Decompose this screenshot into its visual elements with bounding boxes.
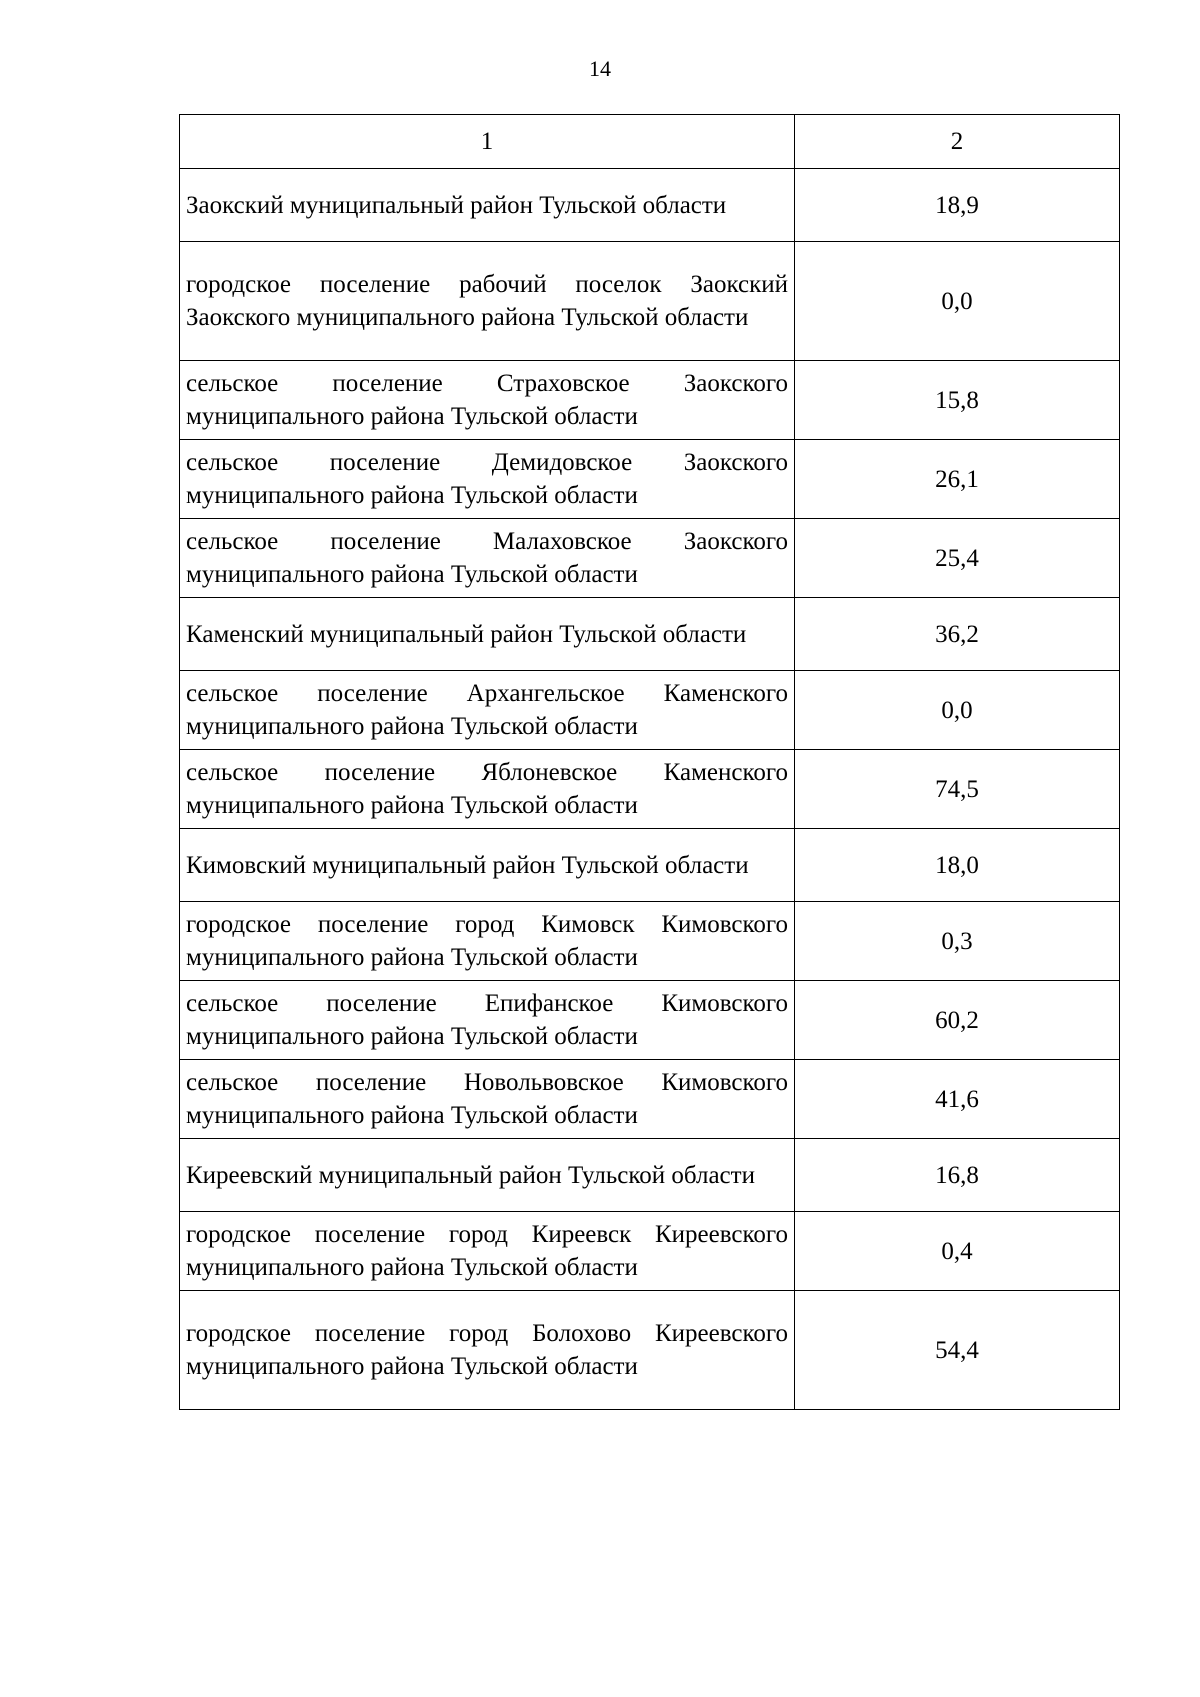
row-value-cell: 26,1	[795, 440, 1120, 519]
row-value-cell: 36,2	[795, 598, 1120, 671]
table-row	[180, 519, 1120, 598]
row-name-cell: Каменский муниципальный район Тульской области	[180, 598, 795, 671]
row-value-cell: 15,8	[795, 361, 1120, 440]
table-row	[180, 242, 1120, 361]
row-name-cell: сельское поселение Архангельское Каменского муниципального района Тульской области	[180, 671, 795, 750]
row-name-cell: сельское поселение Новольвовское Кимовского муниципального района Тульской области	[180, 1060, 795, 1139]
row-name-cell: Киреевский муниципальный район Тульской области	[180, 1139, 795, 1212]
table-row	[180, 829, 1120, 902]
row-name-cell: сельское поселение Малаховское Заокского муниципального района Тульской области	[180, 519, 795, 598]
row-value-cell: 0,0	[795, 671, 1120, 750]
row-value-cell: 74,5	[795, 750, 1120, 829]
row-name-cell: городское поселение город Киреевск Киреевского муниципального района Тульской области	[180, 1212, 795, 1291]
row-name-cell: Кимовский муниципальный район Тульской области	[180, 829, 795, 902]
row-name-cell: сельское поселение Страховское Заокского муниципального района Тульской области	[180, 361, 795, 440]
row-name-cell: городское поселение город Болохово Киреевского муниципального района Тульской области	[180, 1291, 795, 1410]
column-header-1: 1	[180, 115, 795, 169]
table-row	[180, 750, 1120, 829]
table-row	[180, 361, 1120, 440]
table-row	[180, 169, 1120, 242]
table-row	[180, 1060, 1120, 1139]
table-row	[180, 1291, 1120, 1410]
row-value-cell: 60,2	[795, 981, 1120, 1060]
row-value-cell: 0,0	[795, 242, 1120, 361]
table-row	[180, 981, 1120, 1060]
table-row	[180, 440, 1120, 519]
column-header-2: 2	[795, 115, 1120, 169]
row-value-cell: 54,4	[795, 1291, 1120, 1410]
page-number: 14	[589, 56, 611, 81]
row-name-cell: Заокский муниципальный район Тульской области	[180, 169, 795, 242]
row-name-cell: сельское поселение Епифанское Кимовского муниципального района Тульской области	[180, 981, 795, 1060]
table-row	[180, 598, 1120, 671]
row-value-cell: 18,9	[795, 169, 1120, 242]
row-value-cell: 0,4	[795, 1212, 1120, 1291]
table-row	[180, 1212, 1120, 1291]
table-row	[180, 671, 1120, 750]
row-name-cell: сельское поселение Демидовское Заокского муниципального района Тульской области	[180, 440, 795, 519]
table-row	[180, 1139, 1120, 1212]
row-value-cell: 18,0	[795, 829, 1120, 902]
row-name-cell: городское поселение город Кимовск Кимовского муниципального района Тульской области	[180, 902, 795, 981]
table-header-row	[180, 115, 1120, 169]
row-value-cell: 25,4	[795, 519, 1120, 598]
data-table	[179, 114, 1120, 1410]
row-name-cell: сельское поселение Яблоневское Каменского муниципального района Тульской области	[180, 750, 795, 829]
row-value-cell: 0,3	[795, 902, 1120, 981]
row-value-cell: 41,6	[795, 1060, 1120, 1139]
row-name-cell: городское поселение рабочий поселок Заокский Заокского муниципального района Тульской области	[180, 242, 795, 361]
row-value-cell: 16,8	[795, 1139, 1120, 1212]
table-row	[180, 902, 1120, 981]
